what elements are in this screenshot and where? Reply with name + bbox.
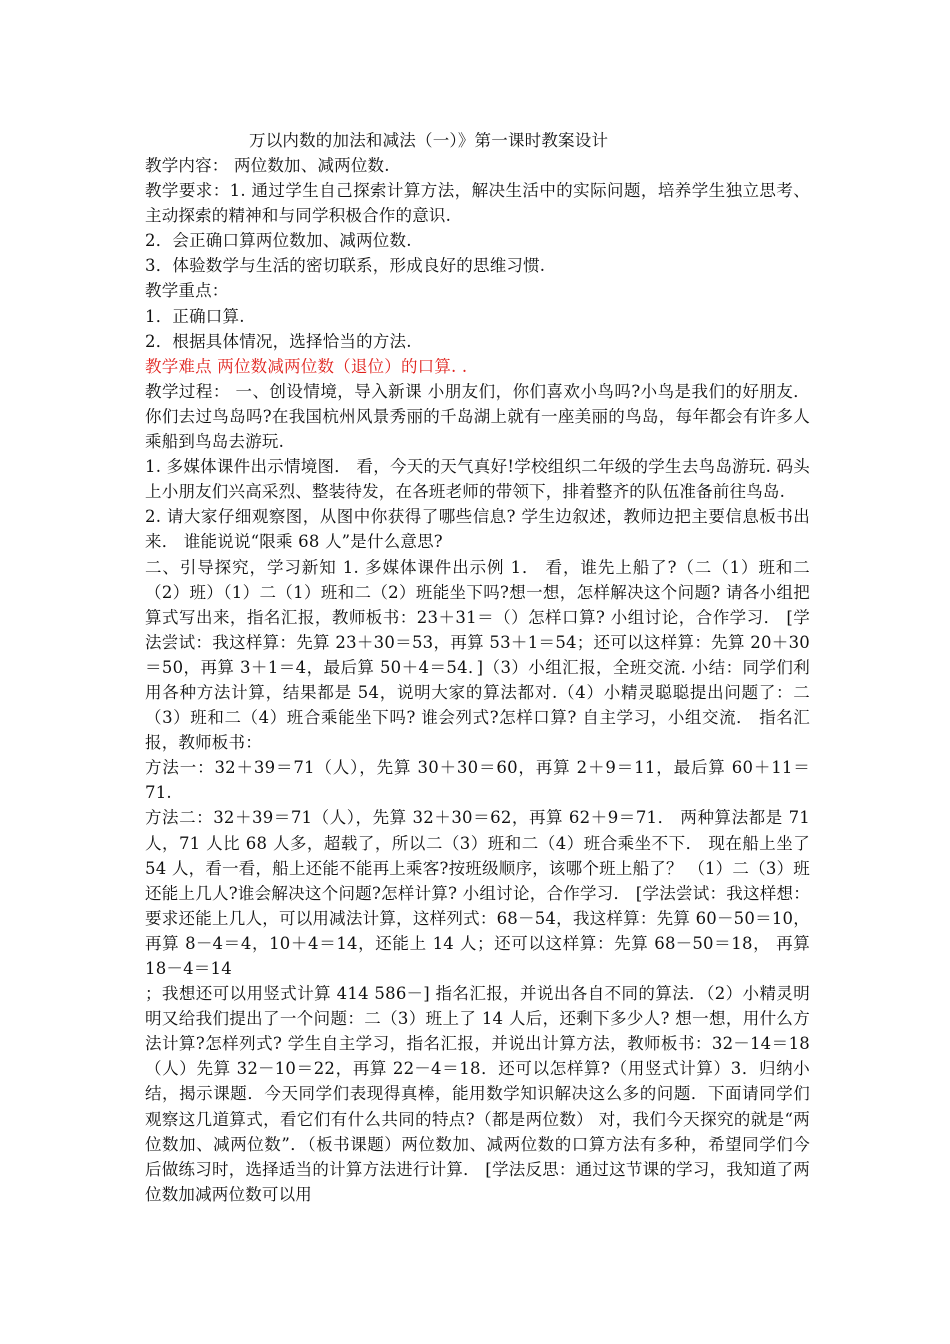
- paragraph-process: 教学过程： 一、创设情境，导入新课 小朋友们，你们喜欢小鸟吗?小鸟是我们的好朋友．你们去过鸟岛吗?在我国杭州风景秀丽的千岛湖上就有一座美丽的鸟岛，每年都会有许多人乘船到鸟岛去游玩.: [145, 381, 810, 452]
- paragraph-summary: ；我想还可以用竖式计算 414 586－] 指名汇报，并说出各自不同的算法．（2）小精灵明明又给我们提出了一个问题：二（3）班上了 14 人后，还剩下多少人? 想一想，用什么方法计算?怎样列式? 学生自主学习，指名汇报，并说出计算方法，教师板书：32－14＝18（人）先算 32－10＝22，再算 22－4＝18．还可以怎样算?（用竖式计算）3．归纳小结，揭示课题．今天同学们表现得真棒，能用数学知识解决这么多的问题．下面请同学们观察这几道算式，看它们有什么共同的特点?（都是两位数） 对，我们今天探究的就是“两位数加、减两位数”．（板书课题）两位数加、减两位数的口算方法有多种，希望同学们今后做练习时，选择适当的计算方法进行计算． [学法反思：通过这节课的学习，我知道了两位数加减两位数可以用: [145, 984, 810, 1204]
- paragraph-method-2: 方法二：32＋39＝71（人），先算 32＋30＝62，再算 62＋9＝71． 两种算法都是 71 人，71 人比 68 人多，超载了，所以二（3）班和二（4）班合乘坐不下． 现在船上坐了 54 人，看一看，船上还能不能再上乘客?按班级顺序，该哪个班上船了？ （1）二（3）班还能上几人?谁会解决这个问题?怎样计算? 小组讨论，合作学习． [学法尝试：我这样想：要求还能上几人，可以用减法计算，这样列式：68－54，我这样算：先算 60－50＝10，再算 8－4＝4，10＋4＝14，还能上 14 人；还可以这样算：先算 68－50＝18， 再算 18－4＝14: [145, 808, 810, 978]
- paragraph-exploration: 二、引导探究，学习新知 1. 多媒体课件出示例 1． 看，谁先上船了?（二（1）班和二（2）班）（1）二（1）班和二（2）班能坐下吗?想一想，怎样解决这个问题? 请各小组把算式写出来，指名汇报，教师板书：23＋31＝（）怎样口算? 小组讨论，合作学习． [学法尝试：我这样算：先算 23＋30＝53，再算 53＋1＝54；还可以这样算：先算 20＋30＝50，再算 3＋1＝4，最后算 50＋4＝54．]（3）小组汇报，全班交流. 小结：同学们利用各种方法计算，结果都是 54，说明大家的算法都对.（4）小精灵聪聪提出问题了：二（3）班和二（4）班合乘能坐下吗? 谁会列式?怎样口算? 自主学习，小组交流． 指名汇报，教师板书：: [145, 557, 810, 753]
- paragraph-key-points: 教学重点：: [145, 281, 229, 301]
- paragraph-step-2: 2. 请大家仔细观察图，从图中你获得了哪些信息? 学生边叙述，教师边把主要信息板书出来． 谁能说说“限乘 68 人”是什么意思?: [145, 507, 810, 552]
- paragraph-requirement-3: 3．体验数学与生活的密切联系，形成良好的思维习惯.: [145, 256, 546, 276]
- document-body: [145, 128, 810, 1207]
- paragraph-requirement-2: 2．会正确口算两位数加、减两位数.: [145, 231, 412, 251]
- paragraph-content: 教学内容： 两位数加、减两位数.: [145, 156, 390, 175]
- paragraph-key-point-2: 2．根据具体情况，选择恰当的方法.: [145, 331, 412, 351]
- paragraph-step-1: 1. 多媒体课件出示情境图． 看，今天的天气真好!学校组织二年级的学生去鸟岛游玩. 码头上小朋友们兴高采烈、整装待发，在各班老师的带领下，排着整齐的队伍准备前往鸟岛.: [145, 457, 810, 502]
- paragraph-requirements: 教学要求：1. 通过学生自己探索计算方法，解决生活中的实际问题，培养学生独立思考、主动探索的精神和与同学积极合作的意识.: [145, 181, 810, 226]
- paragraph-key-point-1: 1．正确口算.: [145, 306, 245, 326]
- paragraph-method-1: 方法一：32＋39＝71（人），先算 30＋30＝60，再算 2＋9＝11，最后算 60＋11＝71.: [145, 758, 810, 803]
- paragraph-difficulty: 教学难点 两位数减两位数（退位）的口算. .: [145, 356, 468, 376]
- document-title: 万以内数的加法和减法（一）》第一课时教案设计: [249, 131, 609, 150]
